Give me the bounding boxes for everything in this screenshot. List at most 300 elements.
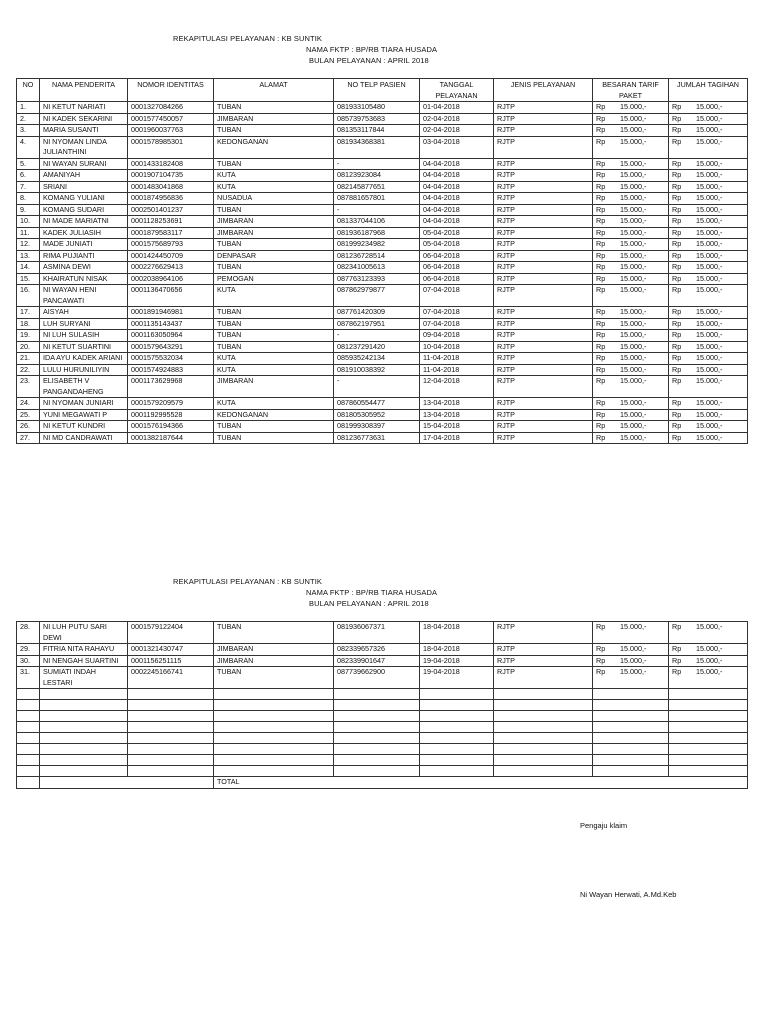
service-date: 04-04-2018 — [420, 181, 494, 193]
patient-name: AMANIYAH — [40, 170, 128, 182]
address: KUTA — [214, 353, 334, 365]
amount-value: 15.000,- — [696, 250, 723, 260]
amount-value: 15.000,- — [696, 307, 723, 316]
empty-cell — [17, 722, 40, 733]
recap-table-2 — [16, 621, 748, 789]
service-type: RJTP — [494, 341, 593, 353]
total-spacer — [17, 777, 40, 789]
table-header-row — [17, 79, 748, 102]
identity-number: 0001575532034 — [128, 353, 214, 365]
identity-number: 0001128253691 — [128, 216, 214, 228]
bill-amount — [669, 170, 748, 182]
amount-value: 15.000,- — [696, 102, 723, 111]
package-tariff — [593, 250, 669, 262]
identity-number: 0001579122404 — [128, 622, 214, 644]
empty-cell — [420, 689, 494, 700]
amount-value: 15.000,- — [696, 353, 723, 362]
patient-name: KADEK JULIASIH — [40, 227, 128, 239]
currency-label: Rp — [596, 398, 606, 407]
service-type: RJTP — [494, 136, 593, 158]
empty-cell — [128, 766, 214, 777]
empty-row — [17, 711, 748, 722]
identity-number: 0002038964106 — [128, 273, 214, 285]
report-title-2: REKAPITULASI PELAYANAN : KB SUNTIK — [173, 577, 322, 586]
row-no: 28. — [17, 622, 40, 644]
phone-number: 087862197951 — [334, 318, 420, 330]
currency-label: Rp — [672, 102, 682, 111]
address: KEDONGANAN — [214, 136, 334, 158]
identity-number: 0002501401237 — [128, 204, 214, 216]
currency-label: Rp — [596, 239, 606, 248]
service-type: RJTP — [494, 170, 593, 182]
package-tariff — [593, 113, 669, 125]
amount-value: 15.000,- — [620, 421, 647, 430]
empty-cell — [40, 766, 128, 777]
service-type: RJTP — [494, 113, 593, 125]
row-no: 25. — [17, 409, 40, 421]
address: JIMBARAN — [214, 216, 334, 228]
amount-value: 15.000,- — [696, 318, 723, 328]
phone-number: - — [334, 376, 420, 398]
currency-label: Rp — [596, 622, 606, 631]
service-date: 12-04-2018 — [420, 376, 494, 398]
amount-value: 15.000,- — [620, 113, 647, 123]
package-tariff — [593, 432, 669, 444]
bill-amount — [669, 655, 748, 667]
empty-cell — [40, 722, 128, 733]
empty-cell — [494, 700, 593, 711]
bill-amount — [669, 421, 748, 433]
currency-label: Rp — [596, 193, 606, 202]
table-row — [17, 409, 748, 421]
currency-label: Rp — [596, 285, 606, 294]
package-tariff — [593, 644, 669, 656]
row-no: 15. — [17, 273, 40, 285]
empty-cell — [214, 700, 334, 711]
patient-name: LULU HURUNILIYIN — [40, 364, 128, 376]
currency-label: Rp — [596, 227, 606, 237]
phone-number: 081237291420 — [334, 341, 420, 353]
service-date: 17-04-2018 — [420, 432, 494, 444]
service-type: RJTP — [494, 364, 593, 376]
amount-value: 15.000,- — [620, 364, 647, 374]
report-title-1: REKAPITULASI PELAYANAN : KB SUNTIK — [173, 34, 322, 43]
currency-label: Rp — [596, 204, 606, 214]
patient-name: NI MD CANDRAWATI — [40, 432, 128, 444]
patient-name: NI MADE MARIATNI — [40, 216, 128, 228]
patient-name: NI NENGAH SUARTINI — [40, 655, 128, 667]
phone-number: 082339901647 — [334, 655, 420, 667]
empty-cell — [420, 711, 494, 722]
row-no: 9. — [17, 204, 40, 216]
row-no: 29. — [17, 644, 40, 656]
empty-cell — [669, 722, 748, 733]
address: KUTA — [214, 364, 334, 376]
package-tariff — [593, 170, 669, 182]
currency-label: Rp — [672, 113, 682, 123]
amount-value: 15.000,- — [620, 341, 647, 351]
package-tariff — [593, 364, 669, 376]
amount-value: 15.000,- — [696, 398, 723, 407]
empty-cell — [40, 755, 128, 766]
amount-value: 15.000,- — [696, 227, 723, 237]
empty-cell — [593, 755, 669, 766]
phone-number: 087763123393 — [334, 273, 420, 285]
currency-label: Rp — [596, 318, 606, 328]
col-identitas: NOMOR IDENTITAS — [128, 79, 214, 102]
empty-cell — [420, 700, 494, 711]
package-tariff — [593, 376, 669, 398]
service-month-1: BULAN PELAYANAN : APRIL 2018 — [309, 56, 429, 65]
col-tarif: BESARAN TARIF PAKET — [593, 79, 669, 102]
amount-value: 15.000,- — [696, 409, 723, 419]
table-row — [17, 364, 748, 376]
empty-cell — [669, 733, 748, 744]
identity-number: 0002245166741 — [128, 667, 214, 689]
currency-label: Rp — [596, 262, 606, 271]
package-tariff — [593, 273, 669, 285]
empty-cell — [420, 722, 494, 733]
empty-cell — [40, 733, 128, 744]
amount-value: 15.000,- — [620, 285, 647, 294]
phone-number: 085739753683 — [334, 113, 420, 125]
row-no: 13. — [17, 250, 40, 262]
currency-label: Rp — [672, 421, 682, 430]
identity-number: 0001576194366 — [128, 421, 214, 433]
empty-cell — [420, 744, 494, 755]
table-row — [17, 432, 748, 444]
currency-label: Rp — [596, 273, 606, 283]
patient-name: MARIA SUSANTI — [40, 125, 128, 137]
amount-value: 15.000,- — [696, 273, 723, 283]
address: KUTA — [214, 181, 334, 193]
bill-amount — [669, 216, 748, 228]
address: TUBAN — [214, 204, 334, 216]
patient-name: LUH SURYANI — [40, 318, 128, 330]
row-no: 17. — [17, 307, 40, 319]
empty-cell — [494, 755, 593, 766]
bill-amount — [669, 432, 748, 444]
bill-amount — [669, 262, 748, 274]
currency-label: Rp — [596, 307, 606, 316]
empty-cell — [17, 755, 40, 766]
service-type: RJTP — [494, 353, 593, 365]
empty-cell — [593, 689, 669, 700]
col-nama: NAMA PENDERITA — [40, 79, 128, 102]
amount-value: 15.000,- — [696, 421, 723, 430]
empty-cell — [334, 700, 420, 711]
empty-cell — [669, 755, 748, 766]
currency-label: Rp — [672, 307, 682, 316]
amount-value: 15.000,- — [696, 622, 723, 631]
package-tariff — [593, 398, 669, 410]
package-tariff — [593, 318, 669, 330]
amount-value: 15.000,- — [620, 216, 647, 225]
address: TUBAN — [214, 421, 334, 433]
table-row — [17, 262, 748, 274]
empty-cell — [128, 700, 214, 711]
amount-value: 15.000,- — [696, 285, 723, 294]
bill-amount — [669, 622, 748, 644]
currency-label: Rp — [672, 273, 682, 283]
currency-label: Rp — [596, 250, 606, 260]
empty-cell — [334, 711, 420, 722]
table-row — [17, 330, 748, 342]
service-date: 06-04-2018 — [420, 273, 494, 285]
claimant-name: Ni Wayan Herwati, A.Md.Keb — [580, 890, 677, 899]
identity-number: 0001578985301 — [128, 136, 214, 158]
amount-value: 15.000,- — [620, 273, 647, 283]
service-type: RJTP — [494, 307, 593, 319]
phone-number: 087860554477 — [334, 398, 420, 410]
amount-value: 15.000,- — [696, 193, 723, 202]
row-no: 10. — [17, 216, 40, 228]
table-row — [17, 307, 748, 319]
empty-cell — [334, 722, 420, 733]
service-type: RJTP — [494, 644, 593, 656]
phone-number: 087881657801 — [334, 193, 420, 205]
identity-number: 0001579209579 — [128, 398, 214, 410]
address: JIMBARAN — [214, 376, 334, 398]
empty-cell — [334, 755, 420, 766]
phone-number: 081999234982 — [334, 239, 420, 251]
bill-amount — [669, 364, 748, 376]
service-date: 11-04-2018 — [420, 353, 494, 365]
amount-value: 15.000,- — [696, 667, 723, 676]
phone-number: 081236773631 — [334, 432, 420, 444]
empty-cell — [40, 711, 128, 722]
currency-label: Rp — [672, 318, 682, 328]
amount-value: 15.000,- — [696, 644, 723, 653]
identity-number: 0001156251115 — [128, 655, 214, 667]
amount-value: 15.000,- — [620, 250, 647, 260]
bill-amount — [669, 102, 748, 114]
package-tariff — [593, 125, 669, 137]
service-type: RJTP — [494, 318, 593, 330]
table-row — [17, 376, 748, 398]
patient-name: NI WAYAN SURANI — [40, 158, 128, 170]
identity-number: 0001874956836 — [128, 193, 214, 205]
amount-value: 15.000,- — [696, 330, 723, 339]
bill-amount — [669, 136, 748, 158]
phone-number: 081910038392 — [334, 364, 420, 376]
currency-label: Rp — [596, 125, 606, 134]
col-jumlah: JUMLAH TAGIHAN — [669, 79, 748, 102]
currency-label: Rp — [596, 330, 606, 339]
table-row — [17, 341, 748, 353]
address: KUTA — [214, 285, 334, 307]
amount-value: 15.000,- — [620, 622, 647, 631]
phone-number: 081805305952 — [334, 409, 420, 421]
empty-cell — [17, 700, 40, 711]
table-row — [17, 644, 748, 656]
currency-label: Rp — [672, 364, 682, 374]
amount-value: 15.000,- — [696, 262, 723, 271]
empty-cell — [17, 744, 40, 755]
currency-label: Rp — [672, 655, 682, 665]
bill-amount — [669, 193, 748, 205]
table-row — [17, 239, 748, 251]
empty-cell — [593, 766, 669, 777]
service-type: RJTP — [494, 622, 593, 644]
patient-name: KOMANG YULIANI — [40, 193, 128, 205]
service-date: 04-04-2018 — [420, 216, 494, 228]
empty-cell — [593, 722, 669, 733]
bill-amount — [669, 204, 748, 216]
identity-number: 0001574924883 — [128, 364, 214, 376]
service-date: 07-04-2018 — [420, 318, 494, 330]
service-type: RJTP — [494, 227, 593, 239]
service-type: RJTP — [494, 216, 593, 228]
empty-cell — [494, 689, 593, 700]
currency-label: Rp — [672, 158, 682, 168]
currency-label: Rp — [596, 364, 606, 374]
identity-number: 0001424450709 — [128, 250, 214, 262]
patient-name: ASMINA DEWI — [40, 262, 128, 274]
patient-name: SUMIATI INDAH LESTARI — [40, 667, 128, 689]
package-tariff — [593, 262, 669, 274]
table-row — [17, 285, 748, 307]
phone-number: 081353117844 — [334, 125, 420, 137]
service-type: RJTP — [494, 250, 593, 262]
phone-number: 08123923084 — [334, 170, 420, 182]
package-tariff — [593, 204, 669, 216]
service-date: 11-04-2018 — [420, 364, 494, 376]
address: TUBAN — [214, 158, 334, 170]
row-no: 16. — [17, 285, 40, 307]
service-date: 04-04-2018 — [420, 193, 494, 205]
amount-value: 15.000,- — [620, 307, 647, 316]
empty-cell — [214, 766, 334, 777]
amount-value: 15.000,- — [620, 655, 647, 665]
table-row — [17, 216, 748, 228]
address: TUBAN — [214, 307, 334, 319]
currency-label: Rp — [672, 181, 682, 191]
row-no: 21. — [17, 353, 40, 365]
identity-number: 0001163050964 — [128, 330, 214, 342]
currency-label: Rp — [672, 239, 682, 248]
service-type: RJTP — [494, 193, 593, 205]
address: DENPASAR — [214, 250, 334, 262]
empty-cell — [494, 744, 593, 755]
empty-cell — [214, 744, 334, 755]
amount-value: 15.000,- — [696, 655, 723, 665]
phone-number: - — [334, 204, 420, 216]
amount-value: 15.000,- — [696, 216, 723, 225]
address: TUBAN — [214, 102, 334, 114]
amount-value: 15.000,- — [620, 353, 647, 362]
amount-value: 15.000,- — [620, 193, 647, 202]
identity-number: 0001321430747 — [128, 644, 214, 656]
identity-number: 0001382187644 — [128, 432, 214, 444]
table-row — [17, 353, 748, 365]
col-alamat: ALAMAT — [214, 79, 334, 102]
amount-value: 15.000,- — [620, 398, 647, 407]
empty-cell — [669, 766, 748, 777]
empty-cell — [128, 711, 214, 722]
phone-number: 081934368381 — [334, 136, 420, 158]
empty-cell — [214, 711, 334, 722]
amount-value: 15.000,- — [696, 113, 723, 123]
patient-name: MADE JUNIATI — [40, 239, 128, 251]
bill-amount — [669, 285, 748, 307]
empty-cell — [494, 766, 593, 777]
identity-number: 0001173629968 — [128, 376, 214, 398]
empty-cell — [128, 722, 214, 733]
row-no: 20. — [17, 341, 40, 353]
empty-cell — [214, 733, 334, 744]
table-row — [17, 421, 748, 433]
identity-number: 0001960037763 — [128, 125, 214, 137]
empty-row — [17, 744, 748, 755]
service-date: 02-04-2018 — [420, 125, 494, 137]
service-type: RJTP — [494, 181, 593, 193]
patient-name: YUNI MEGAWATI P — [40, 409, 128, 421]
patient-name: NI KETUT NARIATI — [40, 102, 128, 114]
bill-amount — [669, 398, 748, 410]
amount-value: 15.000,- — [620, 125, 647, 134]
total-row — [17, 777, 748, 789]
empty-cell — [40, 744, 128, 755]
address: TUBAN — [214, 432, 334, 444]
amount-value: 15.000,- — [696, 432, 723, 442]
table-row — [17, 204, 748, 216]
patient-name: NI NYOMAN JUNIARI — [40, 398, 128, 410]
table-row — [17, 227, 748, 239]
service-type: RJTP — [494, 125, 593, 137]
service-date: 10-04-2018 — [420, 341, 494, 353]
address: TUBAN — [214, 341, 334, 353]
row-no: 8. — [17, 193, 40, 205]
fktp-name-2: NAMA FKTP : BP/RB TIARA HUSADA — [306, 588, 438, 597]
currency-label: Rp — [596, 432, 606, 442]
currency-label: Rp — [596, 655, 606, 665]
row-no: 11. — [17, 227, 40, 239]
service-month-2: BULAN PELAYANAN : APRIL 2018 — [309, 599, 429, 608]
service-date: 06-04-2018 — [420, 262, 494, 274]
bill-amount — [669, 376, 748, 398]
row-no: 14. — [17, 262, 40, 274]
currency-label: Rp — [596, 158, 606, 168]
empty-row — [17, 755, 748, 766]
address: TUBAN — [214, 262, 334, 274]
patient-name: NI KETUT SUARTINI — [40, 341, 128, 353]
table-row — [17, 655, 748, 667]
amount-value: 15.000,- — [620, 170, 647, 179]
patient-name: SRIANI — [40, 181, 128, 193]
patient-name: KHAIRATUN NISAK — [40, 273, 128, 285]
table-row — [17, 136, 748, 158]
phone-number: - — [334, 158, 420, 170]
address: KUTA — [214, 398, 334, 410]
amount-value: 15.000,- — [620, 318, 647, 328]
total-label: TOTAL — [214, 777, 748, 789]
service-type: RJTP — [494, 421, 593, 433]
identity-number: 0001327084266 — [128, 102, 214, 114]
table-row — [17, 250, 748, 262]
table-row — [17, 667, 748, 689]
address: JIMBARAN — [214, 644, 334, 656]
bill-amount — [669, 307, 748, 319]
bill-amount — [669, 330, 748, 342]
row-no: 18. — [17, 318, 40, 330]
service-type: RJTP — [494, 409, 593, 421]
phone-number: 082339657326 — [334, 644, 420, 656]
empty-cell — [334, 733, 420, 744]
phone-number: 081999308397 — [334, 421, 420, 433]
amount-value: 15.000,- — [620, 181, 647, 191]
empty-row — [17, 722, 748, 733]
